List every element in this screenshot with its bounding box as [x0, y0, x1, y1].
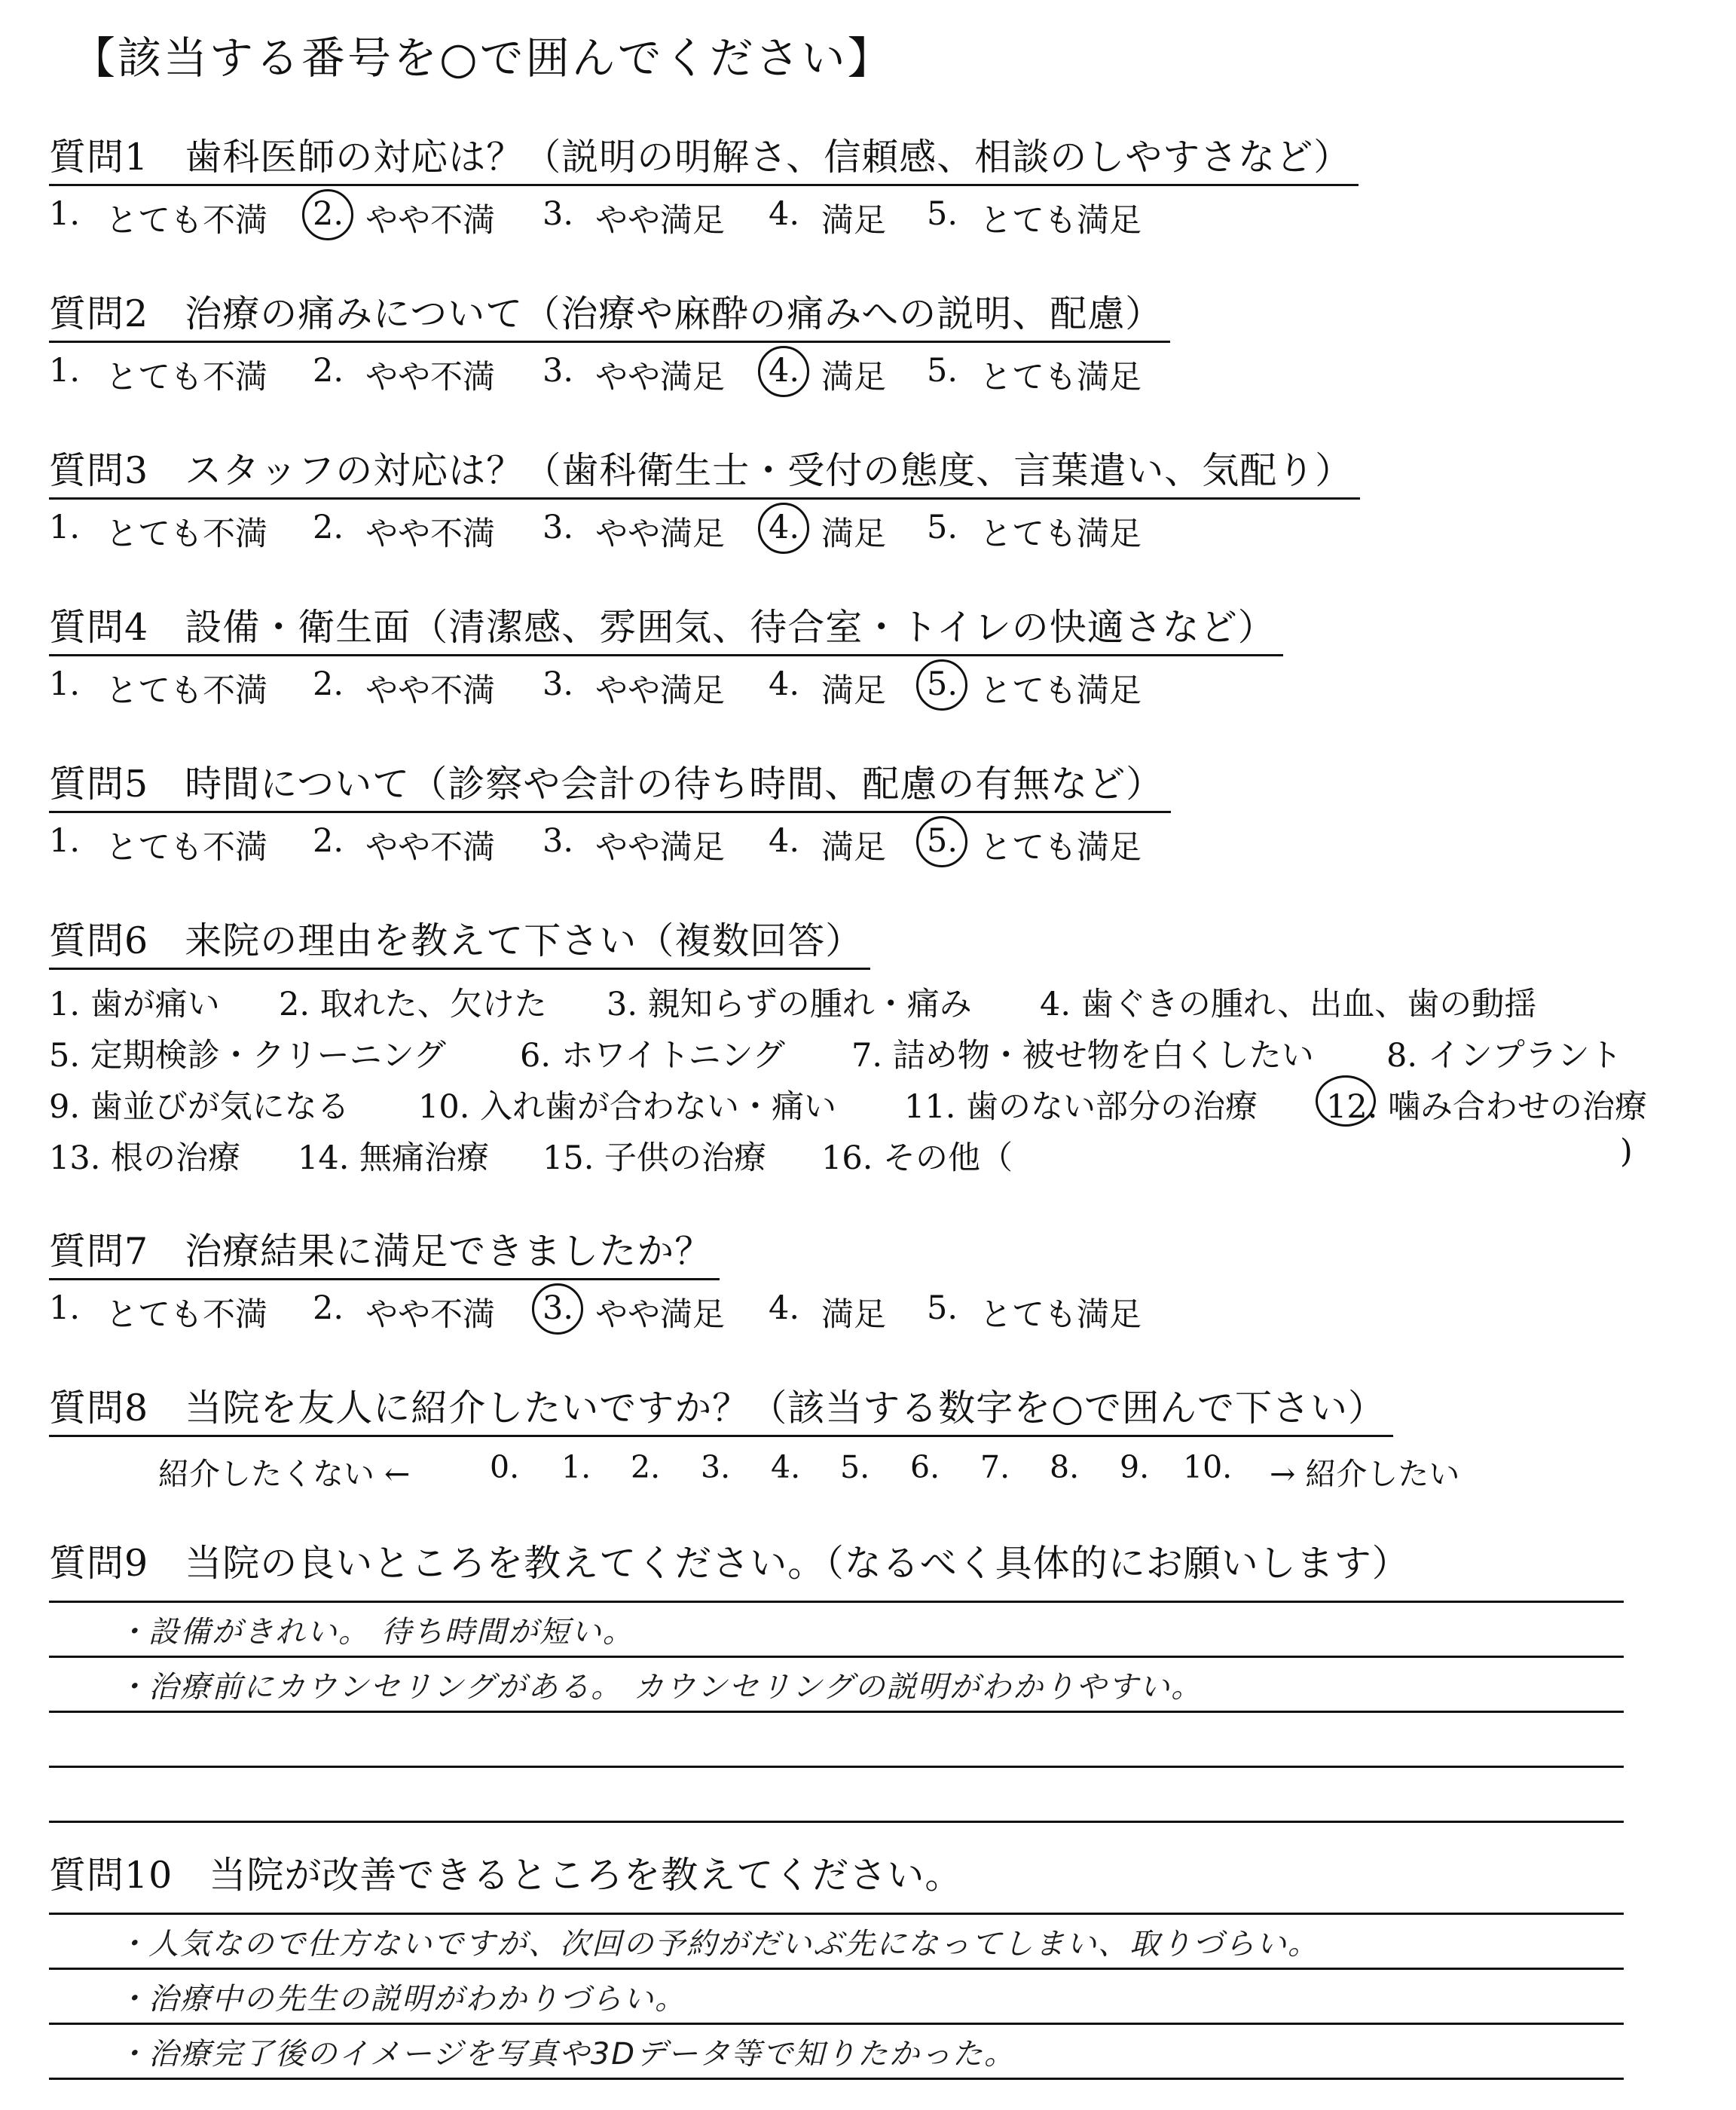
question-5-label: 質問5 — [49, 763, 149, 806]
q8-score-5[interactable]: 5. — [840, 1449, 870, 1485]
q3-option-3-num[interactable]: 3. — [542, 509, 574, 546]
q10-answer-line-1[interactable] — [49, 1913, 1624, 1970]
q7-option-2-label[interactable]: やや不満 — [365, 1296, 495, 1334]
q6-option-16[interactable]: 16. その他（ — [821, 1139, 1013, 1177]
question-4-options — [49, 665, 1283, 711]
q3-option-5-num[interactable]: 5. — [927, 509, 958, 546]
q6-option-4[interactable]: 4. 歯ぐきの腫れ、出血、歯の動揺 — [1040, 986, 1537, 1023]
q7-selected-circle — [532, 1283, 583, 1335]
q5-option-5-num[interactable]: 5. — [927, 822, 958, 860]
q2-option-4-num[interactable]: 4. — [769, 352, 800, 390]
question-8-text: 当院を友人に紹介したいですか？（該当する数字を○で囲んで下さい） — [185, 1387, 1386, 1430]
question-9 — [49, 1534, 1624, 1823]
q7-option-3-num[interactable]: 3. — [542, 1289, 574, 1327]
q7-option-1-num[interactable]: 1. — [49, 1289, 81, 1327]
q1-option-3-num[interactable]: 3. — [542, 195, 574, 233]
q6-option-6[interactable]: 6. ホワイトニング — [520, 1037, 785, 1075]
question-10-heading — [49, 1846, 970, 1902]
question-8 — [49, 1379, 1460, 1494]
question-3-label: 質問3 — [49, 449, 149, 492]
q3-option-4-num[interactable]: 4. — [769, 509, 800, 546]
question-6-options — [49, 979, 1648, 1184]
q6-option-13[interactable]: 13. 根の治療 — [49, 1139, 241, 1177]
q2-selected-circle — [758, 346, 809, 397]
q6-row-4 — [49, 1133, 1633, 1184]
question-2-text: 治療の痛みについて（治療や麻酔の痛みへの説明、配慮） — [185, 292, 1163, 335]
q8-score-0[interactable]: 0. — [490, 1449, 520, 1485]
q1-option-1-num[interactable]: 1. — [49, 195, 81, 233]
question-3-options — [49, 509, 1360, 554]
question-5-text: 時間について（診察や会計の待ち時間、配慮の有無など） — [185, 763, 1164, 806]
q3-option-2-label[interactable]: やや不満 — [365, 515, 495, 553]
q1-option-5-label[interactable]: とても満足 — [980, 202, 1142, 240]
q7-option-3-label[interactable]: やや満足 — [595, 1296, 725, 1334]
q3-option-4-label[interactable]: 満足 — [821, 515, 886, 553]
q8-score-2[interactable]: 2. — [631, 1449, 661, 1485]
q6-row-2 — [49, 1030, 1622, 1081]
q8-scale — [49, 1449, 1460, 1494]
q8-score-7[interactable]: 7. — [980, 1449, 1010, 1485]
q1-option-3-label[interactable]: やや満足 — [595, 202, 725, 240]
question-7 — [49, 1222, 1142, 1335]
question-8-label: 質問8 — [49, 1387, 149, 1430]
q9-answer-line-3[interactable] — [49, 1713, 1624, 1768]
question-1-options — [49, 195, 1359, 240]
q6-option-16-close-paren: ) — [1620, 1133, 1633, 1170]
q5-option-3-label[interactable]: やや満足 — [595, 829, 725, 867]
q4-option-2-label[interactable]: やや不満 — [365, 672, 495, 710]
q4-option-2-num[interactable]: 2. — [313, 665, 344, 703]
q9-answer-line-4[interactable] — [49, 1768, 1624, 1823]
q9-handwritten-answer-2: ・治療前にカウンセリングがある。 カウンセリングの説明がわかりやすい。 — [117, 1670, 1203, 1705]
page-title: 【該当する番号を○で囲んでください】 — [72, 32, 894, 84]
question-1 — [49, 128, 1359, 240]
q4-selected-circle — [916, 659, 967, 711]
q6-option-15[interactable]: 15. 子供の治療 — [542, 1139, 767, 1177]
q6-option-9[interactable]: 9. 歯並びが気になる — [49, 1088, 350, 1126]
question-2-options — [49, 352, 1170, 397]
q1-option-2-num[interactable]: 2. — [313, 195, 344, 233]
q9-answer-line-1[interactable] — [49, 1601, 1624, 1658]
question-10-text: 当院が改善できるところを教えてください。 — [209, 1854, 963, 1897]
q7-option-4-num[interactable]: 4. — [769, 1289, 800, 1327]
q2-option-3-num[interactable]: 3. — [542, 352, 574, 390]
q2-option-1-num[interactable]: 1. — [49, 352, 81, 390]
q6-option-11[interactable]: 11. 歯のない部分の治療 — [904, 1088, 1258, 1126]
question-8-heading — [49, 1379, 1393, 1437]
q7-option-5-num[interactable]: 5. — [927, 1289, 958, 1327]
q2-option-2-label[interactable]: やや不満 — [365, 359, 495, 396]
question-10-label: 質問10 — [49, 1854, 173, 1897]
question-1-label: 質問1 — [49, 136, 149, 179]
q8-score-8[interactable]: 8. — [1050, 1449, 1080, 1485]
q6-option-1[interactable]: 1. 歯が痛い — [49, 986, 220, 1023]
q9-answer-lines[interactable] — [49, 1601, 1624, 1823]
q4-option-5-num[interactable]: 5. — [927, 665, 958, 703]
question-2-label: 質問2 — [49, 292, 149, 335]
q5-option-2-label[interactable]: やや不満 — [365, 829, 495, 867]
question-7-text: 治療結果に満足できましたか？ — [185, 1230, 713, 1273]
question-1-text: 歯科医師の対応は？（説明の明解さ、信頼感、相談のしやすさなど） — [185, 136, 1352, 179]
q6-option-10[interactable]: 10. 入れ歯が合わない・痛い — [418, 1088, 837, 1126]
question-9-text: 当院の良いところを教えてください。（なるべく具体的にお願いします） — [185, 1542, 1410, 1585]
q4-option-5-label[interactable]: とても満足 — [980, 672, 1142, 710]
q8-score-3[interactable]: 3. — [701, 1449, 731, 1485]
q2-option-5-num[interactable]: 5. — [927, 352, 958, 390]
q7-option-4-label[interactable]: 満足 — [821, 1296, 886, 1334]
q4-option-1-label[interactable]: とても不満 — [105, 672, 267, 710]
q6-option-5[interactable]: 5. 定期検診・クリーニング — [49, 1037, 446, 1075]
q6-option-2[interactable]: 2. 取れた、欠けた — [279, 986, 547, 1023]
q8-score-6[interactable]: 6. — [910, 1449, 940, 1485]
question-3 — [49, 442, 1360, 554]
question-6 — [49, 912, 1648, 1184]
q8-score-9[interactable]: 9. — [1120, 1449, 1150, 1485]
question-4-heading — [49, 598, 1283, 656]
q5-selected-circle — [916, 816, 967, 867]
question-4 — [49, 598, 1283, 711]
q4-option-3-num[interactable]: 3. — [542, 665, 574, 703]
q6-row-1 — [49, 979, 1537, 1030]
question-7-heading — [49, 1222, 720, 1280]
q8-scale-right-label: → 紹介したい — [1270, 1456, 1460, 1492]
q10-handwritten-answer-1: ・人気なので仕方ないですが、次回の予約がだいぶ先になってしまい、取りづらい。 — [117, 1927, 1319, 1962]
q6-option-3[interactable]: 3. 親知らずの腫れ・痛み — [607, 986, 972, 1023]
q1-option-4-num[interactable]: 4. — [769, 195, 800, 233]
q5-option-2-num[interactable]: 2. — [313, 822, 344, 860]
q10-answer-line-2[interactable] — [49, 1970, 1624, 2025]
q6-option-12[interactable]: 12. 噛み合わせの治療 — [1326, 1088, 1648, 1126]
question-10 — [49, 1846, 1624, 2080]
q2-option-4-label[interactable]: 満足 — [821, 359, 886, 396]
q6-option-7[interactable]: 7. 詰め物・被せ物を白くしたい — [851, 1037, 1314, 1075]
q5-option-1-label[interactable]: とても不満 — [105, 829, 267, 867]
question-3-text: スタッフの対応は？（歯科衛生士・受付の態度、言葉遣い、気配り） — [185, 449, 1353, 492]
question-4-text: 設備・衛生面（清潔感、雰囲気、待合室・トイレの快適さなど） — [185, 606, 1276, 649]
q10-handwritten-answer-2: ・治療中の先生の説明がわかりづらい。 — [117, 1982, 686, 2017]
q5-option-4-label[interactable]: 満足 — [821, 829, 886, 867]
q2-option-1-label[interactable]: とても不満 — [105, 359, 267, 396]
q7-option-1-label[interactable]: とても不満 — [105, 1296, 267, 1334]
q9-answer-line-2[interactable] — [49, 1658, 1624, 1713]
question-7-options — [49, 1289, 1142, 1335]
question-9-label: 質問9 — [49, 1542, 149, 1585]
q1-option-1-label[interactable]: とても不満 — [105, 202, 267, 240]
q5-option-5-label[interactable]: とても満足 — [980, 829, 1142, 867]
q6-option-8[interactable]: 8. インプラント — [1386, 1037, 1622, 1075]
q10-handwritten-answer-3: ・治療完了後のイメージを写真や3Dデータ等で知りたかった。 — [117, 2037, 1016, 2072]
q10-answer-lines[interactable] — [49, 1913, 1624, 2080]
q2-option-2-num[interactable]: 2. — [313, 352, 344, 390]
question-5-options — [49, 822, 1171, 867]
question-1-heading — [49, 128, 1359, 186]
q4-option-4-label[interactable]: 満足 — [821, 672, 886, 710]
q9-handwritten-answer-1: ・設備がきれい。 待ち時間が短い。 — [117, 1615, 634, 1650]
q3-option-1-num[interactable]: 1. — [49, 509, 81, 546]
q3-option-5-label[interactable]: とても満足 — [980, 515, 1142, 553]
question-4-label: 質問4 — [49, 606, 149, 649]
question-7-label: 質問7 — [49, 1230, 149, 1273]
q4-option-3-label[interactable]: やや満足 — [595, 672, 725, 710]
q5-option-4-num[interactable]: 4. — [769, 822, 800, 860]
q7-option-5-label[interactable]: とても満足 — [980, 1296, 1142, 1334]
q3-option-2-num[interactable]: 2. — [313, 509, 344, 546]
q4-option-4-num[interactable]: 4. — [769, 665, 800, 703]
q6-option-14[interactable]: 14. 無痛治療 — [298, 1139, 490, 1177]
q2-option-3-label[interactable]: やや満足 — [595, 359, 725, 396]
q8-scale-left-label: 紹介したくない ← — [158, 1456, 411, 1492]
q7-option-2-num[interactable]: 2. — [313, 1289, 344, 1327]
question-6-label: 質問6 — [49, 919, 149, 962]
q4-option-1-num[interactable]: 1. — [49, 665, 81, 703]
q1-option-5-num[interactable]: 5. — [927, 195, 958, 233]
q5-option-3-num[interactable]: 3. — [542, 822, 574, 860]
q5-option-1-num[interactable]: 1. — [49, 822, 81, 860]
question-6-text: 来院の理由を教えて下さい（複数回答） — [185, 919, 863, 962]
q1-option-4-label[interactable]: 満足 — [821, 202, 886, 240]
q8-score-4[interactable]: 4. — [771, 1449, 801, 1485]
question-6-heading — [49, 912, 870, 970]
q1-option-2-label[interactable]: やや不満 — [365, 202, 495, 240]
q3-option-3-label[interactable]: やや満足 — [595, 515, 725, 553]
question-5 — [49, 755, 1171, 867]
q1-selected-circle — [302, 189, 353, 240]
q3-selected-circle — [758, 503, 809, 554]
q10-answer-line-3[interactable] — [49, 2025, 1624, 2080]
q8-score-10[interactable]: 10. — [1183, 1449, 1233, 1485]
q8-score-1[interactable]: 1. — [561, 1449, 591, 1485]
q3-option-1-label[interactable]: とても不満 — [105, 515, 267, 553]
question-3-heading — [49, 442, 1360, 500]
question-2-heading — [49, 285, 1170, 343]
question-9-heading — [49, 1534, 1417, 1590]
q2-option-5-label[interactable]: とても満足 — [980, 359, 1142, 396]
question-5-heading — [49, 755, 1171, 813]
question-2 — [49, 285, 1170, 397]
q6-row-3 — [49, 1081, 1648, 1133]
